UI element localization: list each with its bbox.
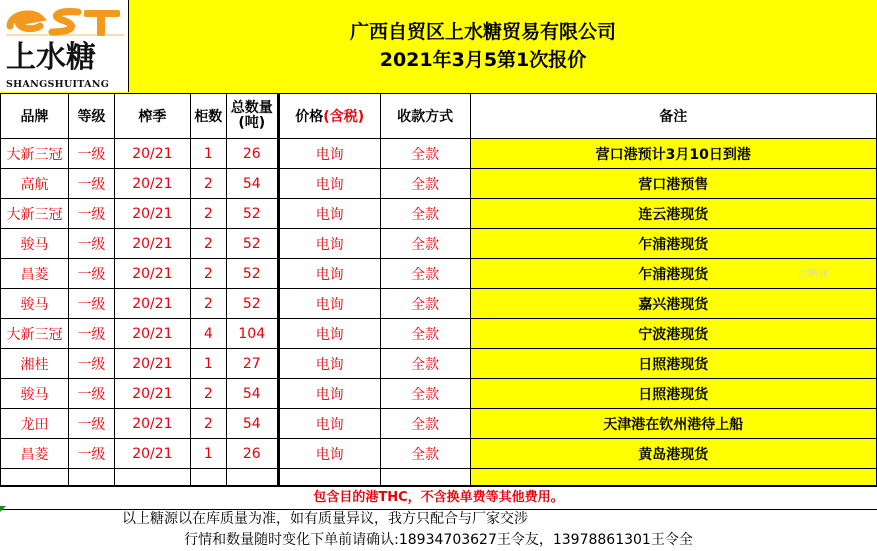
cell-empty — [470, 469, 876, 486]
cell-containers: 2 — [190, 229, 226, 259]
cell-payment: 全款 — [380, 319, 470, 349]
cell-price: 电询 — [278, 229, 380, 259]
footer-quality-note — [0, 509, 877, 530]
cell-price: 电询 — [278, 349, 380, 379]
cell-price: 电询 — [278, 439, 380, 469]
cell-total: 52 — [226, 289, 278, 319]
company-logo — [0, 0, 129, 92]
cell-brand: 湘桂 — [1, 349, 69, 379]
cell-grade: 一级 — [68, 349, 114, 379]
cell-season: 20/21 — [114, 319, 190, 349]
watermark: 白糖网 — [798, 269, 828, 280]
cell-brand: 大新三冠 — [1, 319, 69, 349]
cell-remark: 日照港现货 — [470, 379, 876, 409]
cell-grade: 一级 — [68, 139, 114, 169]
footer-quality-text: 以上糖源以在库质量为准，如有质量异议，我方只配合与厂家交涉 — [122, 511, 528, 527]
cell-brand: 骏马 — [1, 289, 69, 319]
col-header-remark: 备注 — [470, 94, 876, 139]
col-header-grade: 等级 — [68, 94, 114, 139]
cell-empty — [380, 469, 470, 486]
col-header-price — [278, 94, 380, 139]
cell-grade: 一级 — [68, 259, 114, 289]
cell-total: 52 — [226, 199, 278, 229]
cell-brand: 骏马 — [1, 379, 69, 409]
col-header-containers: 柜数 — [190, 94, 226, 139]
table-row — [1, 289, 877, 319]
est-logo-icon — [6, 4, 124, 38]
cell-empty — [68, 469, 114, 486]
cell-remark: 日照港现货 — [470, 349, 876, 379]
cell-grade: 一级 — [68, 169, 114, 199]
cell-containers: 2 — [190, 409, 226, 439]
quote-title: 2021年3月5第1次报价 — [379, 49, 587, 71]
logo-brand-cn: 上水糖 — [6, 40, 96, 75]
table-row — [1, 349, 877, 379]
cell-remark: 乍浦港现货 — [470, 259, 876, 289]
cell-season: 20/21 — [114, 229, 190, 259]
table-row — [1, 409, 877, 439]
cell-season: 20/21 — [114, 289, 190, 319]
col-header-payment: 收款方式 — [380, 94, 470, 139]
footer-fee-note: 包含目的港THC，不含换单费等其他费用。 — [0, 486, 877, 510]
cell-season: 20/21 — [114, 259, 190, 289]
cell-price: 电询 — [278, 289, 380, 319]
cell-season: 20/21 — [114, 349, 190, 379]
cell-brand: 昌菱 — [1, 439, 69, 469]
col-header-total-line2: (吨) — [238, 115, 266, 131]
cell-remark: 乍浦港现货 — [470, 229, 876, 259]
cell-grade: 一级 — [68, 319, 114, 349]
cell-containers: 1 — [190, 439, 226, 469]
col-header-total — [226, 94, 278, 139]
table-row — [1, 259, 877, 289]
company-name: 广西自贸区上水糖贸易有限公司 — [349, 21, 616, 43]
cell-remark: 营口港预售 — [470, 169, 876, 199]
cell-brand: 大新三冠 — [1, 199, 69, 229]
cell-price: 电询 — [278, 259, 380, 289]
cell-containers: 1 — [190, 139, 226, 169]
cell-brand: 高航 — [1, 169, 69, 199]
cell-grade: 一级 — [68, 439, 114, 469]
cell-total: 54 — [226, 409, 278, 439]
header-banner — [0, 0, 877, 94]
cell-payment: 全款 — [380, 409, 470, 439]
cell-empty — [278, 469, 380, 486]
cell-containers: 4 — [190, 319, 226, 349]
cell-containers: 2 — [190, 259, 226, 289]
cell-total: 26 — [226, 439, 278, 469]
col-header-price-tax: (含税) — [323, 109, 365, 125]
cell-payment: 全款 — [380, 439, 470, 469]
col-header-total-line1: 总数量 — [230, 100, 273, 116]
cell-containers: 2 — [190, 379, 226, 409]
cell-price: 电询 — [278, 319, 380, 349]
cell-season: 20/21 — [114, 439, 190, 469]
cell-remark: 宁波港现货 — [470, 319, 876, 349]
cell-season: 20/21 — [114, 379, 190, 409]
cell-remark: 黄岛港现货 — [470, 439, 876, 469]
quote-table — [0, 93, 877, 486]
table-row — [1, 229, 877, 259]
cell-payment: 全款 — [380, 199, 470, 229]
cell-price: 电询 — [278, 409, 380, 439]
cell-remark: 连云港现货 — [470, 199, 876, 229]
cell-price: 电询 — [278, 169, 380, 199]
table-blank-row — [1, 469, 877, 486]
cell-payment: 全款 — [380, 349, 470, 379]
col-header-brand: 品牌 — [1, 94, 69, 139]
cell-empty — [1, 469, 69, 486]
cell-season: 20/21 — [114, 199, 190, 229]
cell-payment: 全款 — [380, 169, 470, 199]
cell-payment: 全款 — [380, 289, 470, 319]
cell-grade: 一级 — [68, 379, 114, 409]
cell-total: 52 — [226, 259, 278, 289]
cell-empty — [226, 469, 278, 486]
cell-containers: 1 — [190, 349, 226, 379]
table-row — [1, 439, 877, 469]
cell-total: 26 — [226, 139, 278, 169]
table-row — [1, 199, 877, 229]
cell-price: 电询 — [278, 199, 380, 229]
logo-brand-en: SHANGSHUITANG — [6, 79, 110, 90]
table-row — [1, 139, 877, 169]
cell-containers: 2 — [190, 289, 226, 319]
title-block — [128, 18, 838, 74]
cell-grade: 一级 — [68, 289, 114, 319]
cell-brand: 大新三冠 — [1, 139, 69, 169]
cell-payment: 全款 — [380, 379, 470, 409]
cell-total: 27 — [226, 349, 278, 379]
cell-remark: 营口港预计3月10日到港 — [470, 139, 876, 169]
col-header-price-label: 价格 — [295, 109, 324, 125]
cell-total: 54 — [226, 379, 278, 409]
cell-total: 104 — [226, 319, 278, 349]
cell-total: 52 — [226, 229, 278, 259]
table-header-row — [1, 94, 877, 139]
cell-containers: 2 — [190, 169, 226, 199]
cell-payment: 全款 — [380, 259, 470, 289]
cell-season: 20/21 — [114, 409, 190, 439]
cell-containers: 2 — [190, 199, 226, 229]
cell-grade: 一级 — [68, 199, 114, 229]
table-row — [1, 169, 877, 199]
cell-season: 20/21 — [114, 139, 190, 169]
cell-price: 电询 — [278, 379, 380, 409]
cell-remark: 嘉兴港现货 — [470, 289, 876, 319]
cell-empty — [190, 469, 226, 486]
cell-brand: 骏马 — [1, 229, 69, 259]
cell-price: 电询 — [278, 139, 380, 169]
footer-contact-note: 行情和数量随时变化下单前请确认:18934703627王令友，13978861301王令全 — [184, 532, 693, 548]
cell-season: 20/21 — [114, 169, 190, 199]
cell-remark: 天津港在钦州港待上船 — [470, 409, 876, 439]
table-row — [1, 379, 877, 409]
col-header-season: 榨季 — [114, 94, 190, 139]
cell-total: 54 — [226, 169, 278, 199]
cell-payment: 全款 — [380, 139, 470, 169]
cell-payment: 全款 — [380, 229, 470, 259]
cell-brand: 龙田 — [1, 409, 69, 439]
cell-brand: 昌菱 — [1, 259, 69, 289]
table-row — [1, 319, 877, 349]
cell-empty — [114, 469, 190, 486]
cell-grade: 一级 — [68, 409, 114, 439]
cell-grade: 一级 — [68, 229, 114, 259]
